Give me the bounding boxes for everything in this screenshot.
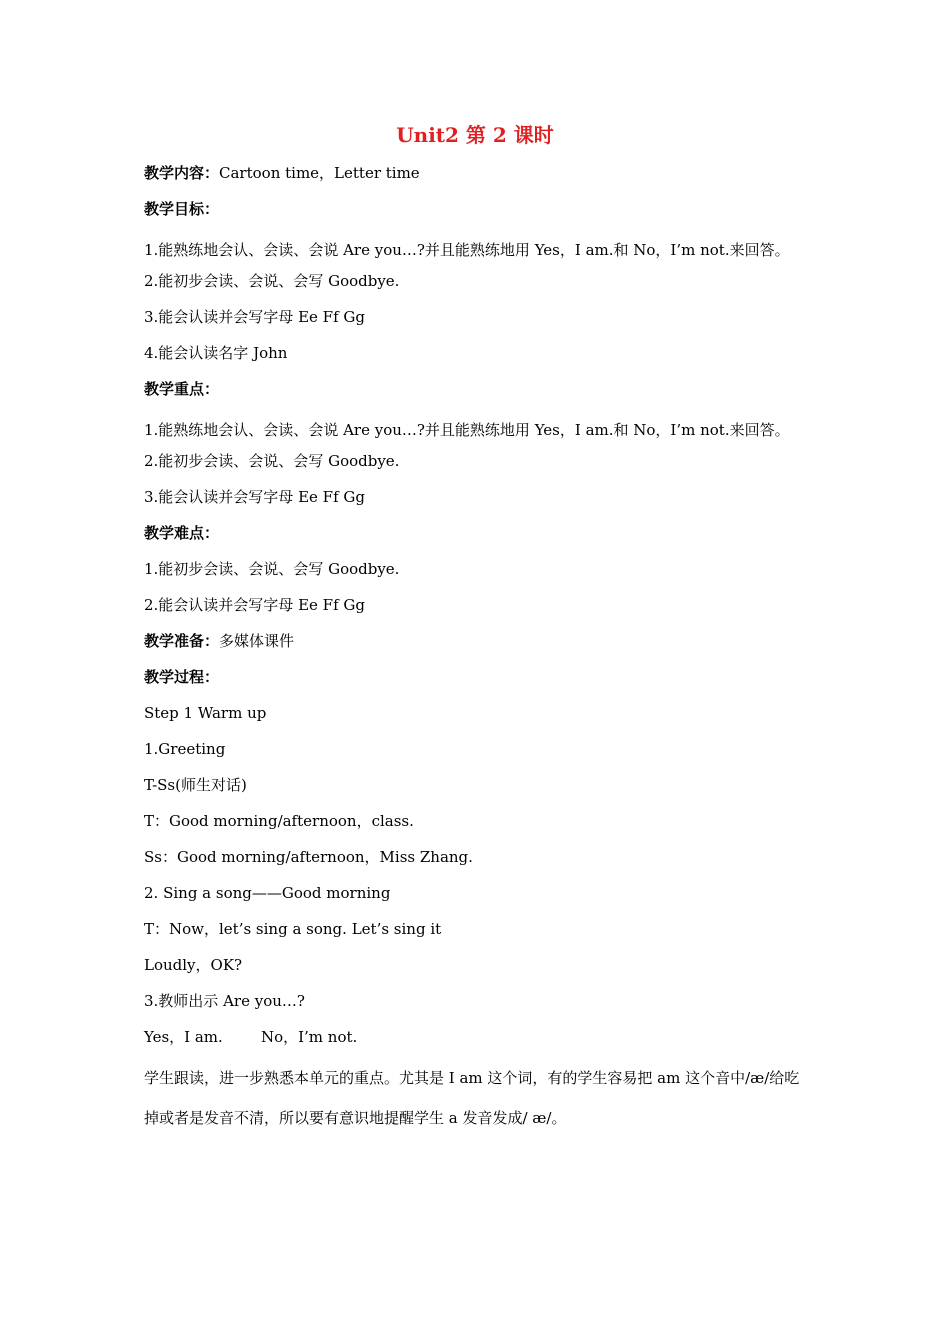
process-line: 1.Greeting bbox=[144, 740, 226, 758]
process-line: Step 1 Warm up bbox=[144, 704, 267, 722]
key-points-heading bbox=[144, 374, 814, 410]
key-points-label: 教学重点： bbox=[144, 380, 220, 398]
key-point-item: 1.能熟练地会认、会读、会说 Are you…?并且能熟练地用 Yes，I am.和 No，I’m not.来回答。 bbox=[144, 421, 790, 439]
objective-item: 2.能初步会读、会说、会写 Goodbye. bbox=[144, 272, 400, 290]
objective-item: 4.能会认读名字 John bbox=[144, 344, 288, 362]
process-label: 教学过程： bbox=[144, 668, 220, 686]
document-title: Unit2 第 2 课时 bbox=[396, 123, 554, 147]
preparation-line bbox=[144, 626, 814, 662]
objectives-label: 教学目标： bbox=[144, 200, 220, 218]
difficulties-heading bbox=[144, 518, 814, 554]
difficulty-item: 1.能初步会读、会说、会写 Goodbye. bbox=[144, 560, 400, 578]
process-line: T：Now，let’s sing a song. Let’s sing it bbox=[144, 920, 442, 938]
key-point-item: 2.能初步会读、会说、会写 Goodbye. bbox=[144, 452, 400, 470]
process-line: 3.教师出示 Are you…? bbox=[144, 992, 305, 1010]
difficulty-item: 2.能会认读并会写字母 Ee Ff Gg bbox=[144, 596, 365, 614]
process-line: 学生跟读，进一步熟悉本单元的重点。尤其是 I am 这个词，有的学生容易把 am 这个音中/æ/给吃掉或者是发音不清，所以要有意识地提醒学生 a 发音发成/ æ/。 bbox=[144, 1069, 800, 1127]
document-body bbox=[144, 158, 814, 1134]
content-label: 教学内容： bbox=[144, 164, 220, 182]
key-point-item: 3.能会认读并会写字母 Ee Ff Gg bbox=[144, 488, 365, 506]
process-line: T：Good morning/afternoon，class. bbox=[144, 812, 414, 830]
objectives-heading bbox=[144, 194, 814, 230]
preparation-value: 多媒体课件 bbox=[219, 632, 295, 650]
process-heading bbox=[144, 662, 814, 698]
process-line: 2. Sing a song——Good morning bbox=[144, 884, 391, 902]
content-line bbox=[144, 158, 814, 194]
process-line: T-Ss(师生对话) bbox=[144, 776, 247, 794]
objective-item: 3.能会认读并会写字母 Ee Ff Gg bbox=[144, 308, 365, 326]
difficulties-label: 教学难点： bbox=[144, 524, 220, 542]
preparation-label: 教学准备： bbox=[144, 632, 220, 650]
process-line: Ss：Good morning/afternoon，Miss Zhang. bbox=[144, 848, 473, 866]
content-value: Cartoon time，Letter time bbox=[219, 164, 420, 182]
process-line: Loudly，OK? bbox=[144, 956, 243, 974]
objective-item: 1.能熟练地会认、会读、会说 Are you…?并且能熟练地用 Yes，I am.和 No，I’m not.来回答。 bbox=[144, 241, 790, 259]
process-line: Yes，I am. No，I’m not. bbox=[144, 1028, 358, 1046]
